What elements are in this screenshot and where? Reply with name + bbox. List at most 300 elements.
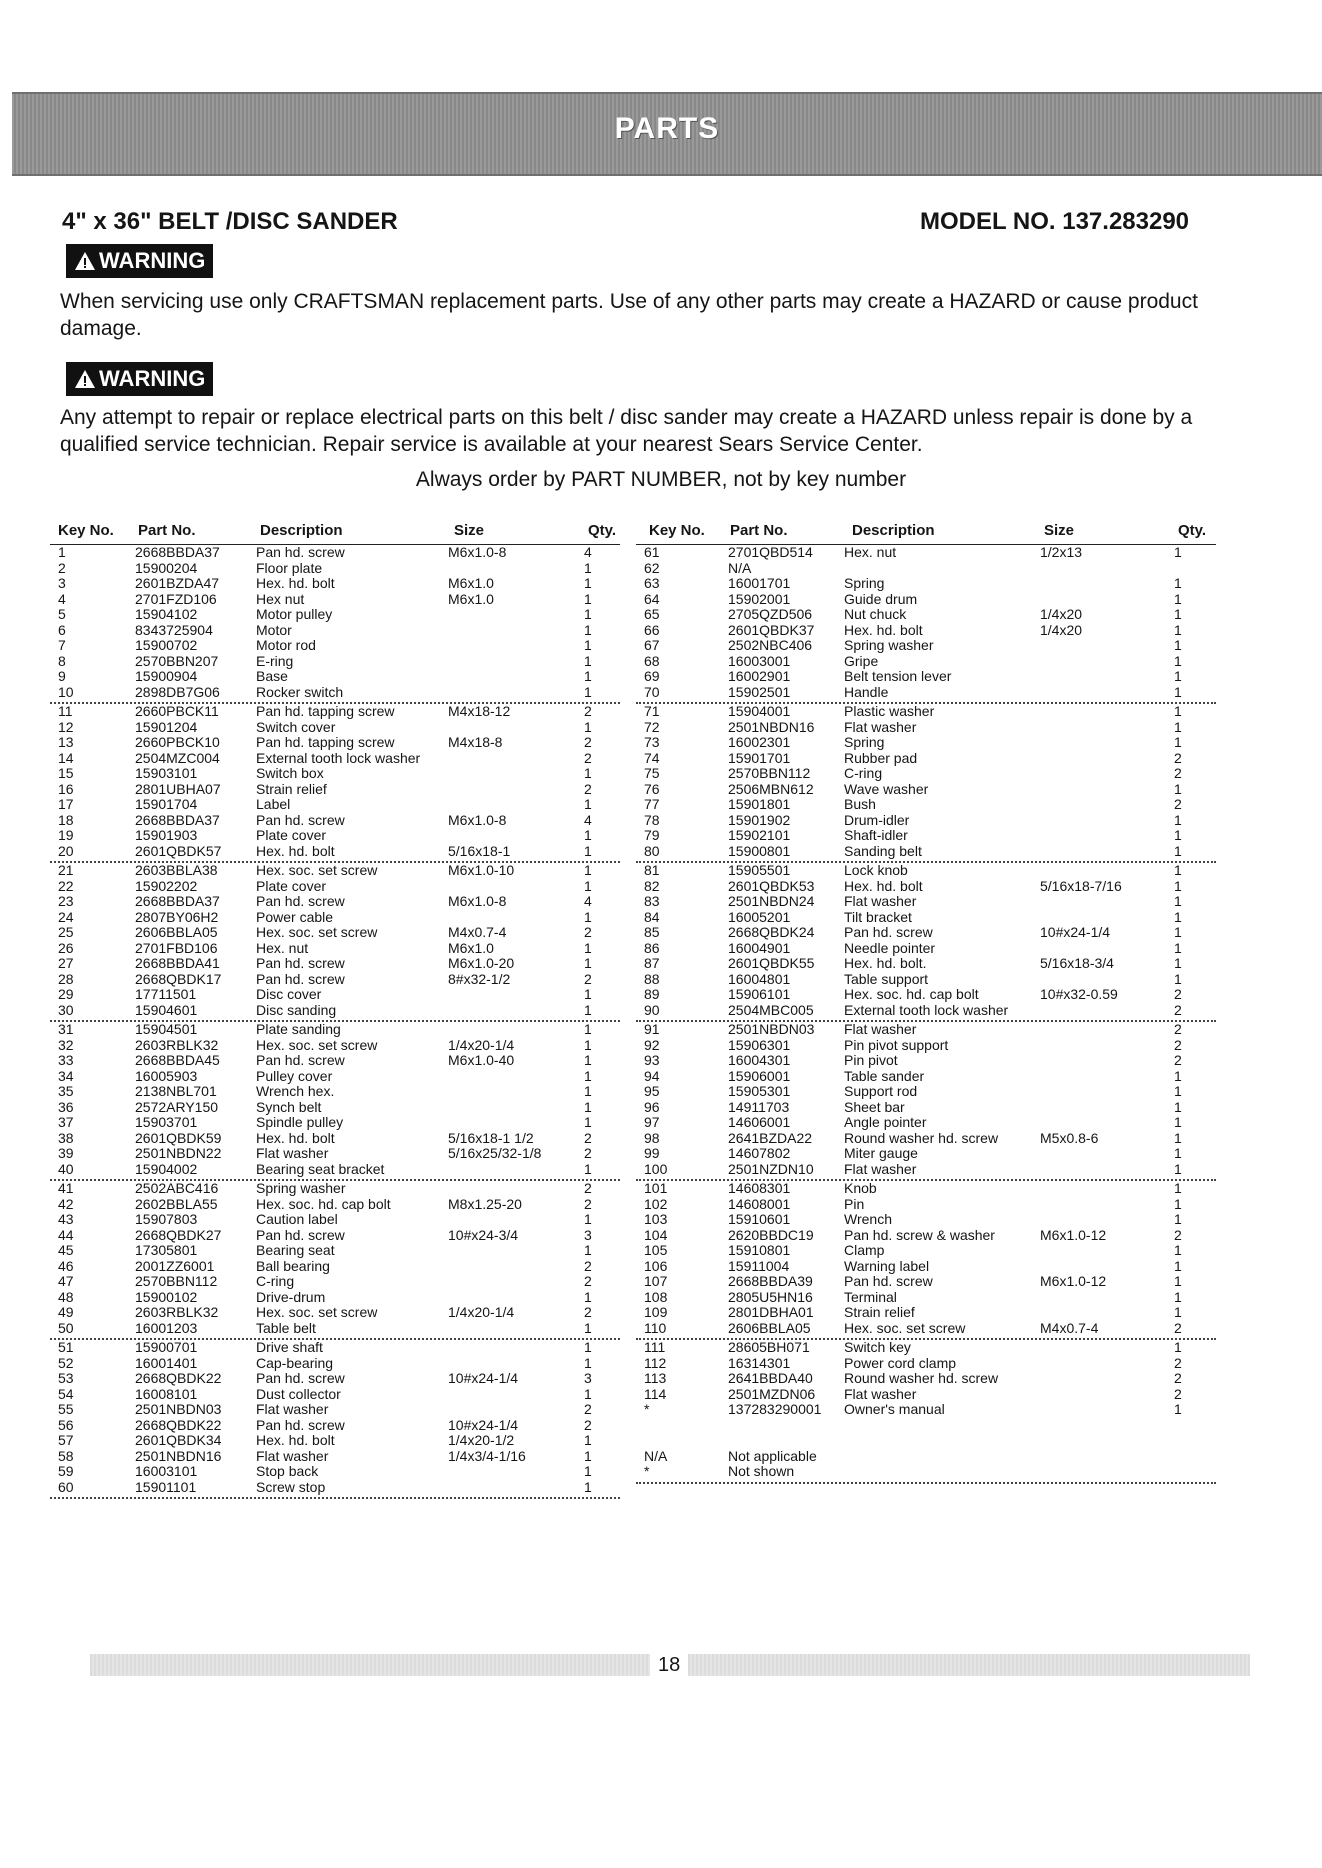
cell-key-no: 34: [58, 1067, 74, 1084]
table-row: [636, 1321, 1216, 1337]
cell-key-no: 15: [58, 765, 74, 781]
cell-part-no: 15900701: [135, 1339, 198, 1355]
cell-size: M6x1.0-10: [448, 862, 515, 878]
table-row: [636, 797, 1216, 813]
table-row: [636, 607, 1216, 623]
cell-description: Dust collector: [256, 1385, 341, 1402]
cell-qty: 1: [1174, 1211, 1182, 1227]
table-row: [636, 863, 1216, 879]
cell-qty: 1: [1174, 842, 1182, 859]
cell-qty: 1: [584, 908, 592, 925]
cell-description: Switch box: [256, 765, 324, 781]
table-row: [50, 561, 620, 577]
cell-qty: 1: [1174, 1098, 1182, 1115]
cell-size: 1/4x20-1/4: [448, 1036, 515, 1053]
cell-part-no: 2601QBDK59: [135, 1129, 222, 1146]
cell-part-no: 8343725904: [135, 621, 213, 638]
cell-qty: 1: [1174, 893, 1182, 909]
cell-key-no: 91: [644, 1021, 660, 1037]
cell-part-no: 2668BBDA39: [728, 1273, 813, 1289]
table-row: [636, 735, 1216, 751]
cell-description: Tilt bracket: [844, 908, 912, 925]
cell-qty: 1: [584, 1242, 592, 1258]
cell-description: Pin pivot support: [844, 1036, 949, 1053]
table-row: [636, 813, 1216, 829]
cell-description: Synch belt: [256, 1098, 322, 1115]
cell-key-no: 24: [58, 908, 74, 925]
parts-group: [636, 545, 1216, 704]
cell-key-no: 8: [58, 652, 66, 669]
cell-description: Pan hd. screw: [844, 924, 933, 940]
cell-qty: 2: [584, 1180, 592, 1196]
cell-qty: 2: [1174, 986, 1182, 1002]
table-row: [50, 797, 620, 813]
cell-key-no: 6: [58, 621, 66, 638]
cell-part-no: 2501NBDN16: [135, 1447, 222, 1464]
cell-key-no: 77: [644, 796, 660, 812]
cell-part-no: 16003001: [728, 652, 791, 669]
cell-part-no: 15902501: [728, 683, 791, 700]
cell-qty: 1: [1174, 924, 1182, 940]
cell-key-no: 80: [644, 842, 660, 859]
cell-qty: 2: [584, 1273, 592, 1289]
table-row: [636, 987, 1216, 1003]
cell-description: Bearing seat: [256, 1242, 335, 1258]
table-row: [636, 956, 1216, 972]
warning-triangle-icon: [74, 251, 96, 271]
cell-key-no: 84: [644, 908, 660, 925]
header-size: Size: [1044, 522, 1075, 539]
cell-part-no: 15903101: [135, 765, 198, 781]
cell-qty: 2: [1174, 1319, 1182, 1336]
cell-key-no: 30: [58, 1001, 74, 1018]
cell-description: Pan hd. screw: [256, 544, 345, 560]
cell-part-no: 14606001: [728, 1114, 791, 1130]
table-row: [50, 1371, 620, 1387]
cell-qty: 1: [584, 796, 592, 812]
parts-group: [636, 704, 1216, 863]
cell-part-no: 15906101: [728, 986, 791, 1002]
cell-description: Sanding belt: [844, 842, 922, 859]
cell-description: Hex. soc. hd. cap bolt: [844, 986, 979, 1002]
header-part-no: Part No.: [138, 522, 196, 539]
cell-size: M6x1.0-12: [1040, 1273, 1107, 1289]
cell-key-no: *: [644, 1401, 650, 1417]
cell-qty: 1: [1174, 908, 1182, 925]
cell-qty: 3: [584, 1226, 592, 1243]
table-row: [50, 1387, 620, 1403]
table-row: [636, 1387, 1216, 1403]
table-row: [50, 1243, 620, 1259]
cell-part-no: 2601QBDK53: [728, 877, 815, 894]
cell-description: Pan hd. screw: [256, 1370, 345, 1386]
table-row: [50, 1356, 620, 1372]
table-row: [50, 1259, 620, 1275]
cell-qty: 1: [1174, 734, 1182, 750]
cell-description: Hex. hd. bolt: [256, 1432, 335, 1448]
cell-part-no: 2506MBN612: [728, 780, 814, 797]
cell-key-no: 42: [58, 1195, 74, 1212]
cell-part-no: 2701QBD514: [728, 544, 813, 560]
table-row: [50, 925, 620, 941]
table-row: [50, 1480, 620, 1496]
cell-qty: 1: [584, 1385, 592, 1402]
parts-group: [636, 1022, 1216, 1181]
cell-description: Hex. hd. bolt: [256, 575, 335, 591]
cell-part-no: 16001401: [135, 1354, 198, 1371]
cell-key-no: 90: [644, 1001, 660, 1018]
table-row: [50, 844, 620, 860]
table-row: [50, 1162, 620, 1178]
cell-key-no: 114: [644, 1385, 667, 1402]
cell-qty: 1: [1174, 1288, 1182, 1305]
table-row: [636, 1212, 1216, 1228]
cell-size: 8#x32-1/2: [448, 970, 511, 987]
cell-description: Gripe: [844, 652, 879, 669]
table-row: [636, 910, 1216, 926]
cell-part-no: 2668BBDA37: [135, 893, 220, 909]
header-qty: Qty.: [588, 522, 617, 539]
cell-part-no: 2660PBCK11: [135, 703, 219, 719]
table-row: [636, 576, 1216, 592]
cell-qty: 1: [584, 1354, 592, 1371]
cell-key-no: 111: [644, 1339, 666, 1355]
cell-part-no: 2660PBCK10: [135, 734, 220, 750]
cell-part-no: 2501NBDN03: [135, 1401, 222, 1417]
cell-qty: 2: [584, 780, 592, 797]
cell-part-no: 16004801: [728, 970, 791, 987]
table-row: [636, 828, 1216, 844]
cell-description: C-ring: [844, 765, 883, 781]
table-row: [636, 1433, 1216, 1449]
cell-qty: 2: [584, 749, 592, 766]
table-row: [50, 1069, 620, 1085]
cell-qty: 1: [584, 765, 592, 781]
cell-key-no: 41: [58, 1180, 74, 1196]
cell-description: Hex. hd. bolt.: [844, 955, 927, 971]
cell-key-no: 3: [58, 575, 66, 591]
cell-key-no: 50: [58, 1319, 74, 1336]
table-row: [50, 1131, 620, 1147]
cell-part-no: 15904002: [135, 1160, 198, 1177]
cell-size: M6x1.0: [448, 575, 494, 591]
cell-qty: 1: [584, 827, 592, 843]
cell-key-no: 53: [58, 1370, 74, 1386]
table-row: [50, 607, 620, 623]
cell-description: Angle pointer: [844, 1114, 927, 1130]
cell-qty: 1: [1174, 1083, 1182, 1099]
cell-qty: 2: [1174, 1226, 1182, 1243]
cell-key-no: 19: [58, 827, 74, 843]
cell-description: External tooth lock washer: [256, 749, 421, 766]
cell-part-no: 2641BZDA22: [728, 1129, 813, 1146]
cell-qty: 1: [584, 1319, 592, 1336]
cell-qty: 1: [584, 1052, 592, 1068]
cell-qty: 1: [1174, 827, 1182, 843]
cell-size: 10#x24-1/4: [448, 1416, 519, 1433]
cell-qty: 1: [1174, 544, 1182, 560]
cell-key-no: 85: [644, 924, 660, 940]
cell-part-no: 15901903: [135, 827, 198, 843]
cell-key-no: 7: [58, 637, 66, 653]
order-note: Always order by PART NUMBER, not by key number: [415, 468, 907, 491]
cell-description: Caution label: [256, 1211, 338, 1227]
cell-qty: 2: [1174, 1385, 1182, 1402]
cell-qty: 1: [584, 1114, 592, 1130]
cell-key-no: 38: [58, 1129, 74, 1146]
cell-description: Switch cover: [256, 718, 336, 735]
cell-key-no: 11: [58, 703, 73, 719]
cell-description: Hex. soc. set screw: [844, 1319, 966, 1336]
cell-qty: 1: [1174, 1160, 1182, 1177]
cell-part-no: 2801DBHA01: [728, 1304, 814, 1320]
cell-qty: 3: [584, 1370, 592, 1386]
cell-description: Switch key: [844, 1339, 911, 1355]
table-row: [50, 956, 620, 972]
table-row: [636, 844, 1216, 860]
cell-part-no: 15902202: [135, 877, 198, 894]
cell-key-no: 49: [58, 1304, 74, 1320]
table-row: [50, 720, 620, 736]
cell-qty: 1: [1174, 1114, 1182, 1130]
cell-description: Hex. nut: [844, 544, 897, 560]
cell-part-no: 16002301: [728, 734, 791, 750]
cell-part-no: 14607802: [728, 1145, 791, 1161]
cell-part-no: 15900801: [728, 842, 791, 859]
parts-group: [636, 1340, 1216, 1484]
table-row: [50, 1305, 620, 1321]
cell-description: Pin: [844, 1195, 865, 1212]
cell-part-no: 2668QBDK22: [135, 1370, 222, 1386]
table-row: [636, 592, 1216, 608]
cell-qty: 1: [1174, 1145, 1182, 1161]
cell-description: Belt tension lever: [844, 668, 952, 684]
cell-description: Pan hd. screw: [256, 1416, 345, 1433]
cell-description: Hex. soc. set screw: [256, 924, 378, 940]
cell-part-no: 28605BH071: [728, 1339, 810, 1355]
cell-key-no: 48: [58, 1288, 74, 1305]
cell-part-no: 2603RBLK32: [135, 1036, 219, 1053]
cell-qty: 1: [1174, 1195, 1182, 1212]
cell-part-no: 2502ABC416: [135, 1180, 219, 1196]
cell-part-no: 2668QBDK22: [135, 1416, 222, 1433]
cell-description: Pan hd. screw: [256, 955, 345, 971]
cell-description: C-ring: [256, 1273, 295, 1289]
cell-key-no: 20: [58, 842, 74, 859]
cell-key-no: 5: [58, 606, 66, 622]
cell-qty: 1: [584, 955, 592, 971]
cell-part-no: N/A: [728, 559, 752, 576]
cell-part-no: 15906301: [728, 1036, 791, 1053]
cell-size: M6x1.0-20: [448, 955, 515, 971]
cell-key-no: 104: [644, 1226, 668, 1243]
cell-key-no: 98: [644, 1129, 660, 1146]
header-part-no: Part No.: [730, 522, 788, 539]
table-row: [636, 704, 1216, 720]
cell-size: 1/2x13: [1040, 544, 1083, 560]
cell-qty: 1: [584, 1036, 592, 1053]
cell-part-no: 16001701: [728, 575, 791, 591]
cell-description: External tooth lock washer: [844, 1001, 1009, 1018]
table-row: [636, 1197, 1216, 1213]
cell-qty: 2: [1174, 1001, 1182, 1018]
cell-qty: 2: [584, 703, 592, 719]
table-row: [50, 576, 620, 592]
cell-qty: 1: [584, 652, 592, 669]
cell-description: Lock knob: [844, 862, 908, 878]
parts-group: [50, 545, 620, 704]
table-row: [50, 813, 620, 829]
cell-size: 5/16x18-1 1/2: [448, 1129, 534, 1146]
table-row: [50, 1449, 620, 1465]
cell-part-no: 2668BBDA37: [135, 811, 220, 828]
table-row: [636, 1356, 1216, 1372]
cell-part-no: 2501MZDN06: [728, 1385, 816, 1402]
cell-key-no: 81: [644, 862, 660, 878]
cell-key-no: 76: [644, 780, 660, 797]
cell-qty: 1: [1174, 1067, 1182, 1084]
cell-description: Bush: [844, 796, 876, 812]
table-row: [636, 720, 1216, 736]
cell-key-no: 113: [644, 1370, 667, 1386]
table-row: [50, 782, 620, 798]
cell-part-no: 2668BBDA45: [135, 1052, 220, 1068]
warning-text: When servicing use only CRAFTSMAN replacement parts. Use of any other parts may create a HAZARD or cause product damage.: [60, 290, 1198, 340]
cell-part-no: 2501NBDN22: [135, 1145, 222, 1161]
header-description: Description: [260, 522, 343, 539]
cell-qty: 1: [584, 939, 592, 956]
cell-description: Sheet bar: [844, 1098, 905, 1115]
cell-size: M6x1.0-40: [448, 1052, 515, 1068]
header-qty: Qty.: [1178, 522, 1207, 539]
cell-qty: 4: [584, 544, 592, 560]
cell-qty: 2: [584, 1416, 592, 1433]
cell-part-no: 15904001: [728, 703, 791, 719]
cell-key-no: 71: [644, 703, 660, 719]
table-row: [50, 1418, 620, 1434]
cell-qty: 2: [584, 924, 592, 940]
cell-qty: 1: [584, 621, 592, 638]
cell-qty: 2: [584, 1129, 592, 1146]
table-row: [636, 941, 1216, 957]
cell-description: Pan hd. screw: [256, 1052, 345, 1068]
cell-part-no: 15900904: [135, 668, 198, 684]
table-row: [636, 1259, 1216, 1275]
table-row: [636, 925, 1216, 941]
table-row: [50, 1084, 620, 1100]
cell-description: Bearing seat bracket: [256, 1160, 385, 1177]
cell-qty: 1: [1174, 590, 1182, 607]
cell-size: 1/4x20-1/4: [448, 1304, 515, 1320]
cell-part-no: 2501NBDN16: [728, 718, 815, 735]
cell-description: Pin pivot: [844, 1052, 898, 1068]
cell-description: Motor rod: [256, 637, 316, 653]
cell-qty: 2: [1174, 1354, 1182, 1371]
cell-part-no: 16001203: [135, 1319, 198, 1336]
cell-description: Flat washer: [256, 1145, 329, 1161]
footer-band-right: [688, 1654, 1250, 1676]
cell-key-no: 39: [58, 1145, 74, 1161]
cell-description: Pan hd. tapping screw: [256, 734, 395, 750]
cell-key-no: 105: [644, 1242, 668, 1258]
cell-description: Hex nut: [256, 590, 305, 607]
cell-size: M4x0.7-4: [448, 924, 507, 940]
table-row: [636, 1340, 1216, 1356]
cell-size: M8x1.25-20: [448, 1195, 522, 1212]
table-row: [636, 1053, 1216, 1069]
cell-key-no: 102: [644, 1195, 668, 1212]
cell-description: Drive-drum: [256, 1288, 326, 1305]
parts-group: [636, 863, 1216, 1022]
cell-part-no: 2668BBDA41: [135, 955, 220, 971]
cell-qty: 2: [584, 1145, 592, 1161]
cell-key-no: 17: [58, 796, 74, 812]
cell-key-no: 112: [644, 1354, 667, 1371]
cell-key-no: 70: [644, 683, 660, 700]
cell-description: Spring: [844, 575, 885, 591]
table-row: [636, 561, 1216, 577]
cell-part-no: 2805U5HN16: [728, 1288, 813, 1305]
cell-description: Table sander: [844, 1067, 925, 1084]
cell-part-no: 15910801: [728, 1242, 791, 1258]
cell-part-no: 2501NBDN24: [728, 893, 815, 909]
table-row: [636, 1228, 1216, 1244]
cell-description: Flat washer: [256, 1447, 329, 1464]
cell-key-no: 43: [58, 1211, 74, 1227]
table-row: [50, 879, 620, 895]
table-row: [50, 1212, 620, 1228]
table-row: [50, 1290, 620, 1306]
cell-key-no: 64: [644, 590, 660, 607]
cell-description: Wrench: [844, 1211, 892, 1227]
cell-qty: 1: [584, 683, 592, 700]
cell-key-no: 51: [58, 1339, 74, 1355]
table-row: [50, 592, 620, 608]
cell-qty: 1: [1174, 606, 1182, 622]
parts-banner: [12, 92, 1322, 176]
cell-qty: 1: [1174, 1304, 1182, 1320]
cell-qty: 2: [1174, 1021, 1182, 1037]
cell-description: Strain relief: [256, 780, 327, 797]
cell-part-no: 2606BBLA05: [135, 924, 218, 940]
cell-qty: 1: [1174, 1273, 1182, 1289]
cell-description: Screw stop: [256, 1478, 326, 1495]
cell-key-no: 66: [644, 621, 660, 638]
cell-description: Plate sanding: [256, 1021, 341, 1037]
cell-description: Floor plate: [256, 559, 323, 576]
cell-key-no: 36: [58, 1098, 74, 1115]
cell-qty: 4: [584, 893, 592, 909]
cell-key-no: 95: [644, 1083, 660, 1099]
cell-description: Miter gauge: [844, 1145, 918, 1161]
table-row: [50, 685, 620, 701]
cell-description: Rubber pad: [844, 749, 918, 766]
cell-key-no: 82: [644, 877, 660, 894]
cell-key-no: 27: [58, 955, 74, 971]
table-row: [636, 1022, 1216, 1038]
table-row: [636, 1162, 1216, 1178]
cell-part-no: 2601BZDA47: [135, 575, 220, 591]
table-row: [636, 1464, 1216, 1480]
table-row: [50, 1228, 620, 1244]
cell-description: Pan hd. screw: [256, 893, 345, 909]
cell-qty: 1: [584, 1447, 592, 1464]
cell-description: Pan hd. screw: [844, 1273, 933, 1289]
cell-description: Plastic washer: [844, 703, 935, 719]
header-size: Size: [454, 522, 485, 539]
cell-key-no: 69: [644, 668, 660, 684]
cell-key-no: 44: [58, 1226, 74, 1243]
